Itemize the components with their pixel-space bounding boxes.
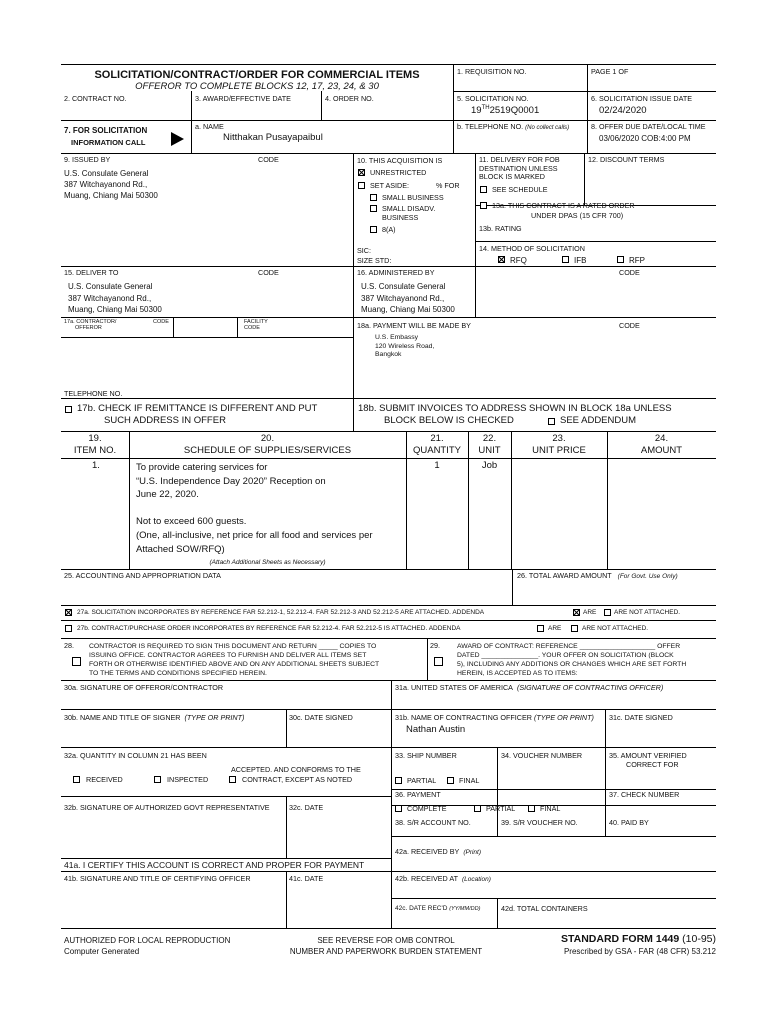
sr-account-label: 38. S/R ACCOUNT NO. — [395, 818, 471, 827]
col23-header: UNIT PRICE — [532, 445, 586, 456]
deliver-to-code-label: CODE — [258, 268, 279, 277]
unrestricted-label: UNRESTRICTED — [370, 168, 427, 177]
c27a-are-not-checkbox[interactable] — [604, 609, 611, 616]
rule — [497, 898, 498, 928]
complete-checkbox[interactable] — [395, 805, 402, 812]
rule — [497, 747, 498, 805]
footer-see-reverse: SEE REVERSE FOR OMB CONTROL — [317, 936, 455, 945]
invoice-label: 18b. SUBMIT INVOICES TO ADDRESS SHOWN IN BLOCK 18a UNLESS — [358, 403, 672, 414]
voucher-number-label: 34. VOUCHER NUMBER — [501, 751, 583, 760]
rule — [427, 638, 428, 680]
col21-num: 21. — [430, 433, 444, 444]
paid-by-label: 40. PAID BY — [609, 818, 649, 827]
rated-order-label-2: UNDER DPAS (15 CFR 700) — [531, 211, 624, 220]
sf1449-form — [61, 64, 716, 998]
arrow-right-icon — [171, 132, 184, 146]
col21-header: QUANTITY — [412, 445, 462, 456]
rule — [391, 836, 716, 837]
requisition-label: 1. REQUISITION NO. — [457, 67, 527, 76]
payment-by-label: 18a. PAYMENT WILL BE MADE BY — [357, 321, 471, 330]
rule — [512, 569, 513, 605]
rated-order-checkbox[interactable] — [480, 202, 487, 209]
rule — [237, 317, 238, 337]
partial-36-label: PARTIAL — [486, 804, 516, 813]
order-no-label: 4. ORDER NO. — [325, 94, 374, 103]
rule — [61, 458, 716, 459]
sig-31c-label: 31c. DATE SIGNED — [609, 713, 673, 722]
solicitation-no-label: 5. SOLICITATION NO. — [457, 94, 529, 103]
contractor-code-label: CODE — [153, 319, 169, 325]
partial-33-label: PARTIAL — [407, 776, 437, 785]
accepted-label-2: CONTRACT, EXCEPT AS NOTED — [242, 775, 353, 784]
rule — [61, 858, 391, 859]
rule — [61, 796, 391, 797]
rule — [61, 569, 716, 570]
info-call-label-2: INFORMATION CALL — [71, 138, 146, 147]
rule — [605, 709, 606, 747]
rule — [61, 120, 716, 121]
c27b-checkbox[interactable] — [65, 625, 72, 632]
sig-30b-label: 30b. NAME AND TITLE OF SIGNER (TYPE OR PRINT) — [64, 713, 245, 722]
rfq-label: RFQ — [510, 256, 527, 265]
award-date-label: 3. AWARD/EFFECTIVE DATE — [195, 94, 291, 103]
rule — [391, 680, 392, 928]
final-33-label: FINAL — [459, 776, 480, 785]
delivery-fob-label: 11. DELIVERY FOR FOB — [479, 155, 560, 164]
s32b-label: 32b. SIGNATURE OF AUTHORIZED GOVT REPRESENTATIVE — [64, 803, 270, 812]
form-number: STANDARD FORM 1449 (10-95) — [560, 933, 716, 945]
c28-checkbox[interactable] — [72, 657, 81, 666]
rule — [321, 91, 322, 120]
final-36-checkbox[interactable] — [528, 805, 535, 812]
see-schedule-label: SEE SCHEDULE — [492, 185, 548, 194]
rule — [61, 337, 353, 338]
size-std-label: SIZE STD: — [357, 256, 392, 265]
rule — [173, 317, 174, 337]
rule — [61, 605, 716, 606]
rated-order-label: 13a. THIS CONTRACT IS A RATED ORDER — [492, 201, 635, 210]
c27a-are-not-label: ARE NOT ATTACHED. — [614, 609, 681, 616]
sig-30a-label: 30a. SIGNATURE OF OFFEROR/CONTRACTOR — [64, 683, 224, 692]
deliver-to-label: 15. DELIVER TO — [64, 268, 119, 277]
partial-36-checkbox[interactable] — [474, 805, 481, 812]
small-disadv-checkbox[interactable] — [370, 205, 377, 212]
form-title: SOLICITATION/CONTRACT/ORDER FOR COMMERCIAL ITEMS — [94, 69, 420, 81]
see-addendum-checkbox[interactable] — [548, 418, 555, 425]
partial-33-checkbox[interactable] — [395, 777, 402, 784]
footer-authorized: AUTHORIZED FOR LOCAL REPRODUCTION — [64, 936, 231, 945]
deliver-to-address: U.S. Consulate General 387 Witchayanond Rd., Muang, Chiang Mai 50300 — [68, 282, 162, 314]
remittance-label: 17b. CHECK IF REMITTANCE IS DIFFERENT AND PUT — [77, 403, 318, 414]
rule — [391, 898, 716, 899]
c27b-are-not-checkbox[interactable] — [571, 625, 578, 632]
item-no: 1. — [92, 460, 100, 471]
col24-header: AMOUNT — [640, 445, 683, 456]
accounting-label: 25. ACCOUNTING AND APPROPRIATION DATA — [64, 571, 221, 580]
total-containers-label: 42d. TOTAL CONTAINERS — [501, 904, 588, 913]
remittance-label-2: SUCH ADDRESS IN OFFER — [104, 415, 226, 426]
sic-label: SIC: — [357, 246, 371, 255]
small-disadv-label-2: BUSINESS — [382, 213, 419, 222]
set-aside-label: SET ASIDE: — [370, 181, 410, 190]
col20-header: SCHEDULE OF SUPPLIES/SERVICES — [183, 445, 352, 456]
rule — [61, 153, 716, 154]
contract-no-label: 2. CONTRACT NO. — [64, 94, 127, 103]
check-number-label: 37. CHECK NUMBER — [609, 790, 680, 799]
small-disadv-label: SMALL DISADV. — [382, 204, 436, 213]
rule — [353, 153, 354, 431]
rule — [475, 153, 476, 317]
accepted-label: ACCEPTED. AND CONFORMS TO THE — [231, 765, 361, 774]
rule — [61, 928, 716, 929]
ifb-label: IFB — [574, 256, 587, 265]
issued-by-code-label: CODE — [258, 155, 279, 164]
item-unit: Job — [481, 460, 498, 471]
delivery-fob-label-2: DESTINATION UNLESS — [479, 164, 558, 173]
c27a-are-label: ARE — [583, 609, 597, 616]
rfp-label: RFP — [629, 256, 645, 265]
see-addendum-label: SEE ADDENDUM — [560, 415, 637, 426]
rule — [453, 91, 716, 92]
amount-verified-label: 35. AMOUNT VERIFIED — [609, 751, 687, 760]
rule — [61, 266, 716, 267]
form-subtitle: OFFEROR TO COMPLETE BLOCKS 12, 17, 23, 24, & 30 — [135, 81, 379, 92]
pct-for-label: % FOR — [436, 181, 460, 190]
col19-num: 19. — [88, 433, 102, 444]
rule — [61, 747, 716, 748]
discount-terms-label: 12. DISCOUNT TERMS — [588, 155, 665, 164]
rule — [453, 64, 454, 153]
date-recd-label: 42c. DATE REC'D (YY/MM/DD) — [395, 905, 481, 912]
complete-label: COMPLETE — [407, 804, 447, 813]
inspected-checkbox[interactable] — [154, 776, 161, 783]
col23-num: 23. — [552, 433, 566, 444]
payment-code-label: CODE — [619, 321, 640, 330]
administered-by-label: 16. ADMINISTERED BY — [357, 268, 435, 277]
rule — [191, 91, 192, 120]
contact-name: Nitthakan Pusayapaibul — [223, 132, 323, 143]
telephone-label: b. TELEPHONE NO. (No collect calls) — [457, 122, 570, 131]
acquisition-label: 10. THIS ACQUISITION IS — [357, 156, 443, 165]
col24-num: 24. — [654, 433, 669, 444]
sig-31b-label: 31b. NAME OF CONTRACTING OFFICER (TYPE OR PRINT) — [395, 713, 594, 722]
rule — [584, 153, 585, 205]
rule — [61, 620, 716, 621]
sig-30c-label: 30c. DATE SIGNED — [289, 713, 353, 722]
s41b-label: 41b. SIGNATURE AND TITLE OF CERTIFYING OFFICER — [64, 874, 251, 883]
remittance-checkbox[interactable] — [65, 406, 72, 413]
clause-29-num: 29. — [430, 641, 440, 650]
administered-by-address: U.S. Consulate General 387 Witchayanond Rd., Muang, Chiang Mai 50300 — [361, 282, 455, 314]
rule — [61, 709, 716, 710]
total-award-label: 26. TOTAL AWARD AMOUNT (For Govt. Use Only) — [517, 571, 678, 580]
sig-31a-label: 31a. UNITED STATES OF AMERICA (SIGNATURE OF CONTRACTING OFFICER) — [395, 683, 664, 692]
method-label: 14. METHOD OF SOLICITATION — [479, 244, 585, 253]
page-label: PAGE 1 OF — [591, 67, 629, 76]
inspected-label: INSPECTED — [167, 775, 209, 784]
rule — [61, 680, 716, 681]
small-business-checkbox[interactable] — [370, 194, 377, 201]
rule — [61, 398, 716, 399]
eight-a-checkbox[interactable] — [370, 226, 377, 233]
col22-num: 22. — [482, 433, 497, 444]
col19-header: ITEM NO. — [73, 445, 117, 456]
payment-address: U.S. Embassy 120 Wireless Road, Bangkok — [375, 334, 435, 359]
c27a-checkbox[interactable] — [65, 609, 72, 616]
rule — [61, 431, 716, 432]
col20-num: 20. — [260, 433, 275, 444]
issue-date-label: 6. SOLICITATION ISSUE DATE — [591, 94, 693, 103]
s41c-label: 41c. DATE — [289, 874, 324, 883]
delivery-fob-label-3: BLOCK IS MARKED — [479, 172, 545, 181]
s32c-label: 32c. DATE — [289, 803, 324, 812]
item-description: To provide catering services for “U.S. Independence Day 2020” Reception on June 22, 2020. Not to exceed 600 guests. (One, all-inclusive, net price for all food and services per Attached SOW/RFQ) — [136, 462, 373, 555]
c27b-are-label: ARE — [548, 625, 562, 632]
rule — [61, 317, 716, 318]
issue-date-value: 02/24/2020 — [599, 105, 647, 116]
item-quantity: 1 — [434, 460, 440, 471]
invoice-label-2: BLOCK BELOW IS CHECKED — [384, 415, 514, 426]
issued-by-label: 9. ISSUED BY — [64, 155, 111, 164]
contractor-label-2: OFFEROR — [75, 325, 102, 331]
c27a-are-checkbox[interactable] — [573, 609, 580, 616]
name-label: a. NAME — [195, 122, 224, 131]
certify-label: 41a. I CERTIFY THIS ACCOUNT IS CORRECT AND PROPER FOR PAYMENT — [64, 860, 365, 870]
c29-checkbox[interactable] — [434, 657, 443, 666]
rule — [605, 747, 606, 836]
c27b-are-not-label: ARE NOT ATTACHED. — [582, 625, 649, 632]
solicitation-no-value: 19TH2519Q0001 — [471, 105, 540, 117]
rule — [587, 64, 588, 153]
final-33-checkbox[interactable] — [447, 777, 454, 784]
eight-a-label: 8(A) — [382, 225, 396, 234]
clause-27a: 27a. SOLICITATION INCORPORATES BY REFERENCE FAR 52.212-1, 52.212-4. FAR 52.212-3 AND 52.212-5 ARE ATTACHED. ADDENDA — [77, 609, 485, 616]
rule — [286, 871, 287, 928]
rule — [191, 120, 192, 153]
rule — [286, 709, 287, 747]
issued-by-address: U.S. Consulate General 387 Witchayanond Rd., Muang, Chiang Mai 50300 — [64, 169, 158, 200]
sr-voucher-label: 39. S/R VOUCHER NO. — [501, 818, 578, 827]
c27b-are-checkbox[interactable] — [537, 625, 544, 632]
rfp-checkbox[interactable] — [617, 256, 624, 263]
see-schedule-checkbox[interactable] — [480, 186, 487, 193]
administered-by-code-label: CODE — [619, 268, 640, 277]
final-36-label: FINAL — [540, 804, 561, 813]
accepted-checkbox[interactable] — [229, 776, 236, 783]
offer-due-label: 8. OFFER DUE DATE/LOCAL TIME — [591, 122, 706, 131]
clause-27b: 27b. CONTRACT/PURCHASE ORDER INCORPORATES BY REFERENCE FAR 52.212-4. FAR 52.212-5 IS ATTACHED. ADDENDA — [77, 625, 461, 632]
rule — [286, 796, 287, 858]
contracting-officer-name: Nathan Austin — [406, 724, 466, 735]
telephone-no-label: TELEPHONE NO. — [64, 389, 123, 398]
rule — [61, 638, 716, 639]
offer-due-value: 03/06/2020 COB:4:00 PM — [599, 134, 691, 143]
info-call-label: 7. FOR SOLICITATION — [64, 126, 148, 135]
footer-computer-generated: Computer Generated — [64, 947, 140, 956]
rule — [61, 871, 716, 872]
attach-note: (Attach Additional Sheets as Necessary) — [209, 559, 326, 566]
amount-verified-label-2: CORRECT FOR — [626, 760, 679, 769]
prescribed-by: Prescribed by GSA - FAR (48 CFR) 53.212 — [563, 947, 716, 956]
q32a-label: 32a. QUANTITY IN COLUMN 21 HAS BEEN — [64, 751, 207, 760]
ship-number-label: 33. SHIP NUMBER — [395, 751, 457, 760]
unrestricted-checkbox[interactable] — [358, 169, 365, 176]
clause-29: AWARD OF CONTRACT: REFERENCE ____________________ OFFER DATED _______________. YOUR OFFER ON SOLICITATION (BLOCK 5), INCLUDING ANY ADDITIONS OR CHANGES WHICH ARE SET FORTH HEREIN, IS ACCEPTED AS TO ITEMS: — [457, 643, 687, 677]
facility-code-label: FACILITY — [244, 319, 268, 325]
received-by-label: 42a. RECEIVED BY (Print) — [395, 847, 482, 856]
contractor-label: 17a. CONTRACTOR/ — [64, 319, 117, 325]
col22-header: UNIT — [478, 445, 501, 456]
rfq-checkbox[interactable] — [498, 256, 505, 263]
footer-paperwork: NUMBER AND PAPERWORK BURDEN STATEMENT — [289, 947, 483, 956]
payment-36-label: 36. PAYMENT — [395, 790, 441, 799]
ifb-checkbox[interactable] — [562, 256, 569, 263]
facility-code-label-2: CODE — [244, 325, 260, 331]
rule — [475, 241, 716, 242]
small-business-label: SMALL BUSINESS — [382, 194, 444, 200]
received-at-label: 42b. RECEIVED AT (Location) — [395, 874, 491, 883]
clause-28-num: 28. — [64, 641, 74, 650]
rating-label: 13b. RATING — [479, 224, 522, 233]
received-label: RECEIVED — [86, 775, 123, 784]
set-aside-checkbox[interactable] — [358, 182, 365, 189]
rule — [61, 64, 716, 65]
clause-28: CONTRACTOR IS REQUIRED TO SIGN THIS DOCUMENT AND RETURN _____ COPIES TO ISSUING OFFICE. CONTRACTOR AGREES TO FURNISH AND DELIVER ALL ITEMS SET FORTH OR OTHERWISE IDENTIFIED ABOVE AND ON ANY ADDITIONAL SHEETS SUBJECT TO THE TERMS AND CONDITIONS SPECIFIED HEREIN. — [89, 643, 380, 677]
received-checkbox[interactable] — [73, 776, 80, 783]
